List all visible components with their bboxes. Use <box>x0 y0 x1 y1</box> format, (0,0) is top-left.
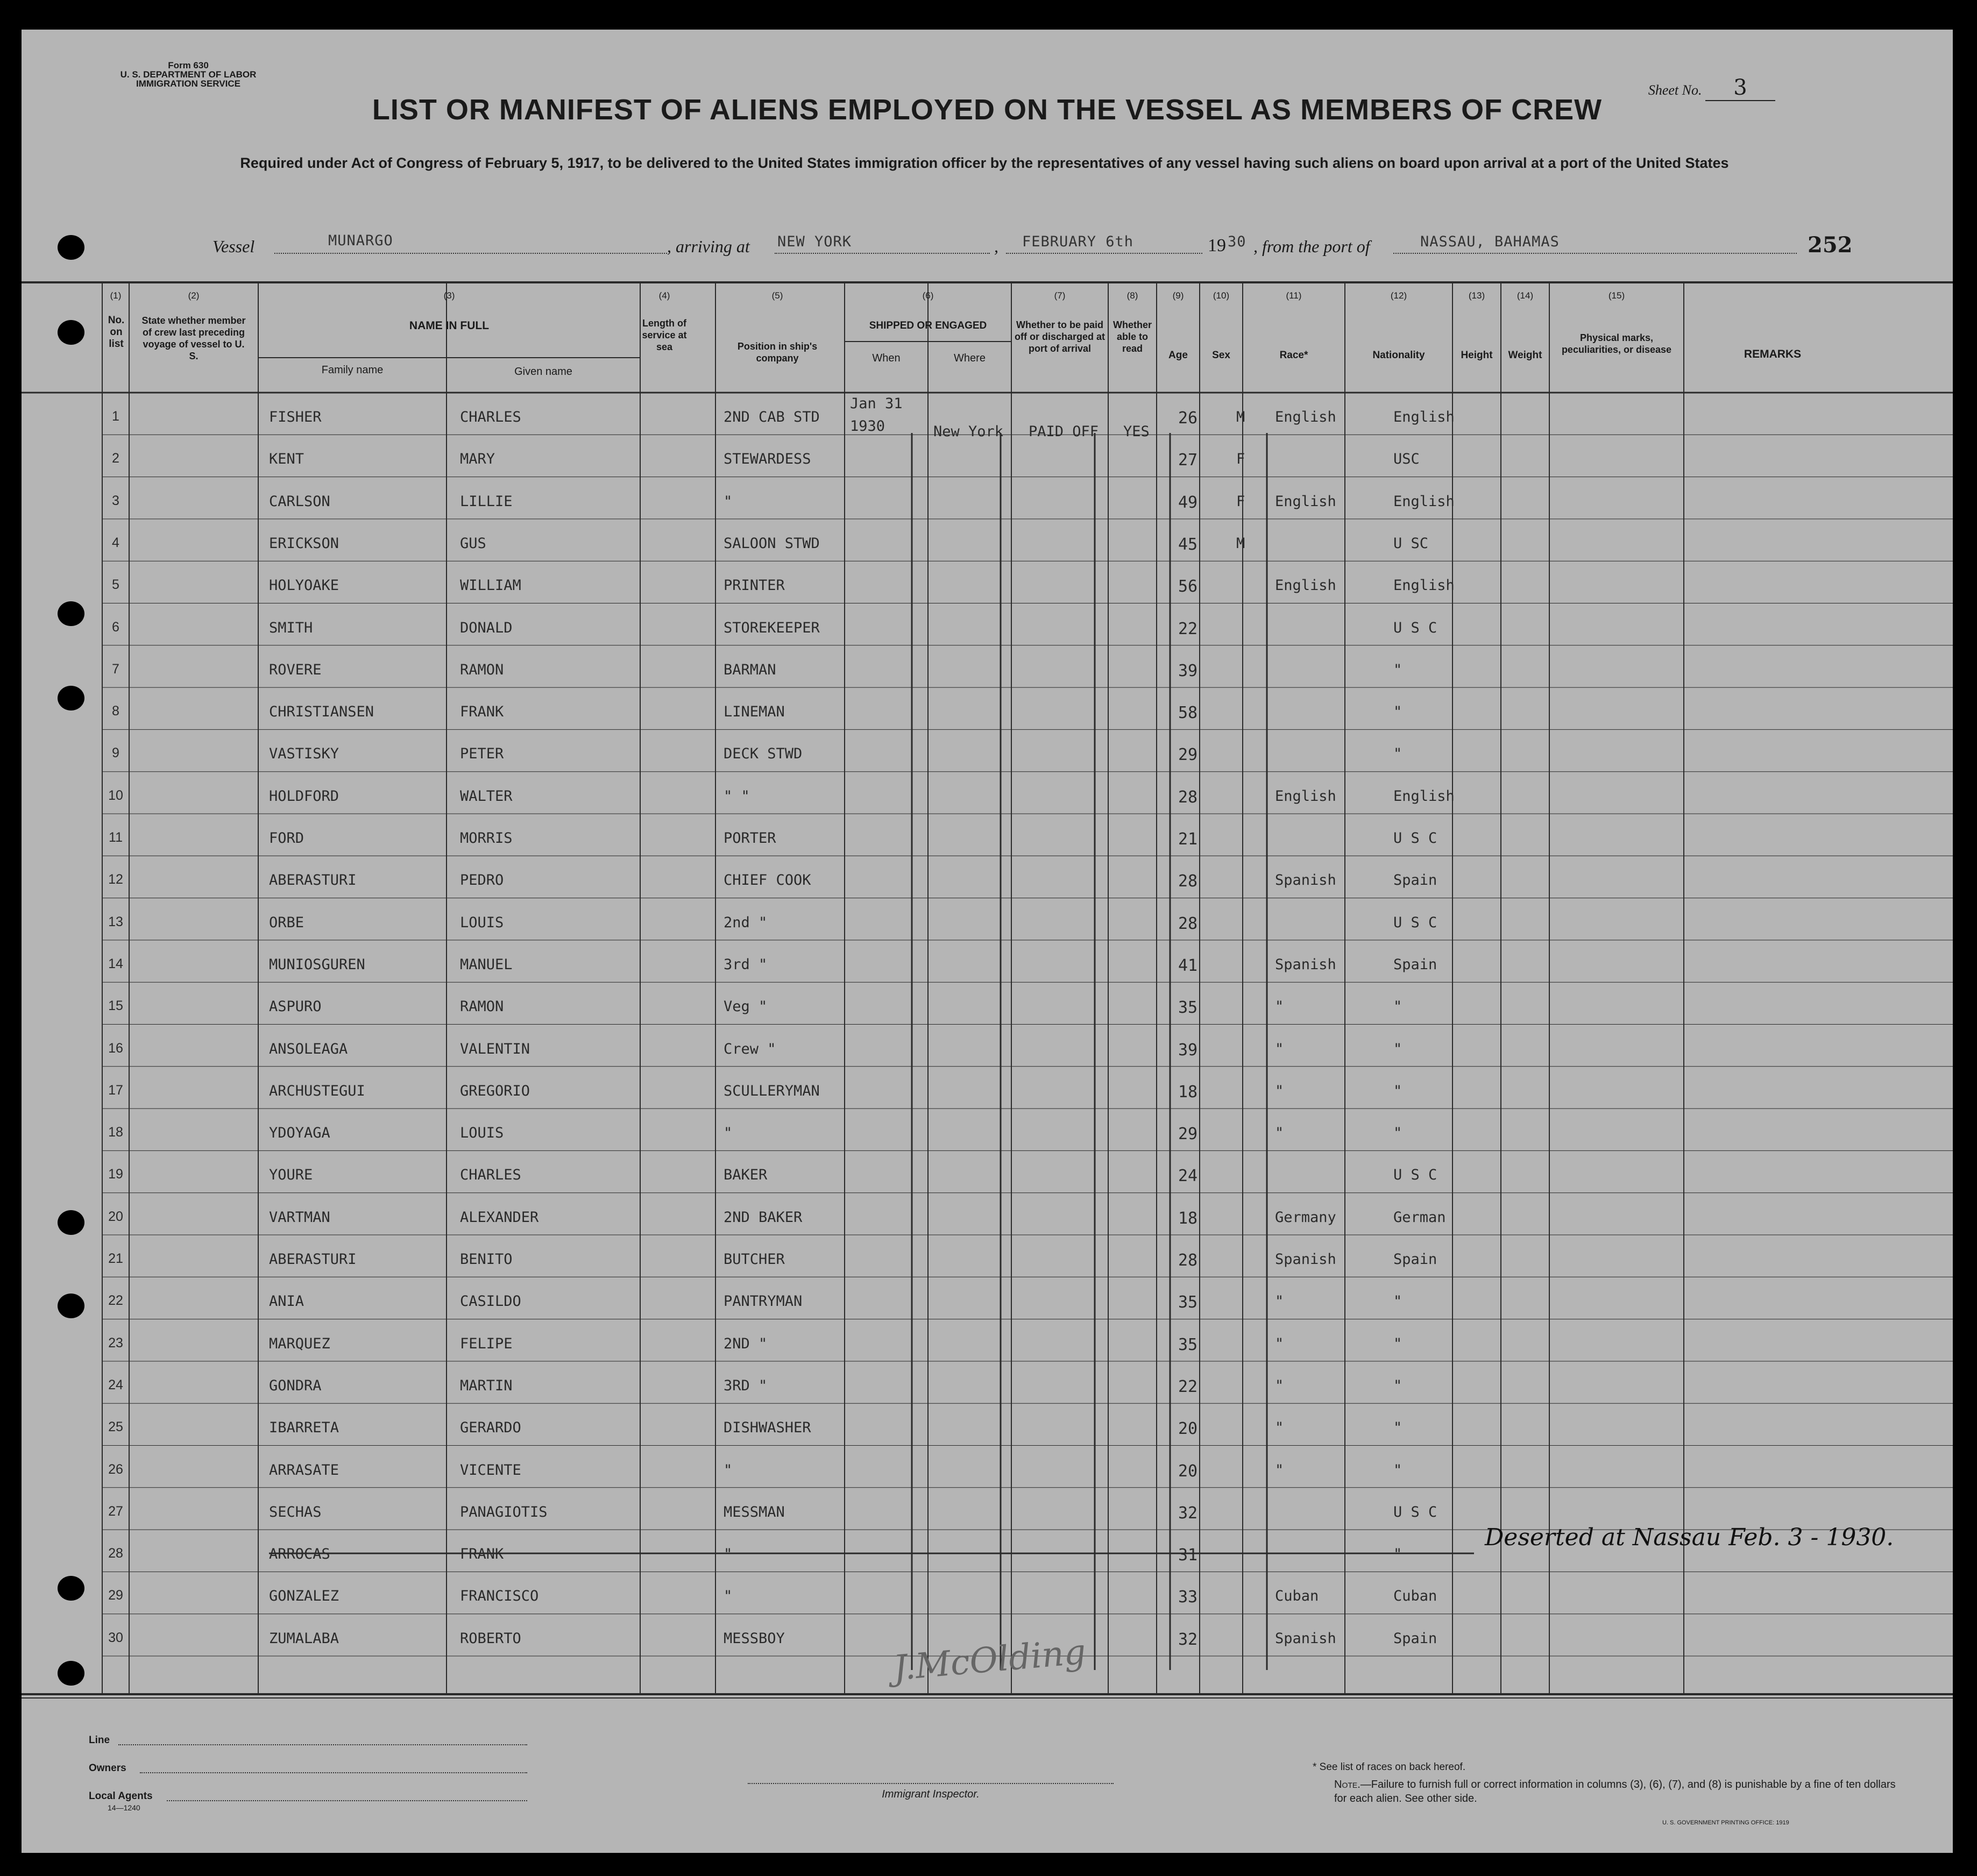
col9-header: Age <box>1168 350 1188 361</box>
cell-age: 29 <box>1178 1125 1198 1144</box>
cell-race: Cuban <box>1275 1588 1319 1605</box>
cell-given: FELIPE <box>460 1335 513 1352</box>
cell-race: Spanish <box>1275 1630 1336 1647</box>
cell-race: English <box>1275 493 1336 510</box>
footer-agents-label: Local Agents <box>89 1790 153 1802</box>
cell-age: 39 <box>1178 1040 1198 1060</box>
col8-header: Whether able to read <box>1113 319 1152 354</box>
cell-family: KENT <box>269 451 304 468</box>
cell-given: MANUEL <box>460 956 513 973</box>
given-name-header: Given name <box>514 366 572 378</box>
cell-family: MUNIOSGUREN <box>269 956 365 973</box>
cell-no: 21 <box>108 1251 123 1266</box>
cell-given: MARTIN <box>460 1377 513 1394</box>
cell-sex: F <box>1236 451 1245 468</box>
cell-age: 27 <box>1178 451 1198 470</box>
table-grid <box>22 250 1953 1713</box>
printing-office: U. S. GOVERNMENT PRINTING OFFICE: 1919 <box>1662 1820 1789 1826</box>
cell-given: VALENTIN <box>460 1040 530 1057</box>
shipped-when-month: Jan 31 <box>850 395 903 412</box>
cell-race: " <box>1275 1335 1284 1352</box>
cell-nationality: " <box>1393 1082 1402 1099</box>
cell-race: " <box>1275 1419 1284 1437</box>
col2-num: (2) <box>188 290 200 301</box>
cell-position: 3RD " <box>724 1377 768 1394</box>
col6-header: SHIPPED OR ENGAGED <box>869 320 987 331</box>
cell-given: GERARDO <box>460 1419 521 1437</box>
cell-family: ROVERE <box>269 661 322 678</box>
cell-family: SECHAS <box>269 1503 322 1520</box>
cell-nationality: " <box>1393 1377 1402 1394</box>
cell-nationality: " <box>1393 998 1402 1015</box>
footer-line-field <box>118 1744 527 1745</box>
cell-nationality: English <box>1393 493 1455 510</box>
manifest-sheet <box>22 30 1953 1853</box>
cell-nationality: " <box>1393 1419 1402 1437</box>
cell-family: ARROCAS <box>269 1546 330 1563</box>
cell-sex: M <box>1236 535 1245 552</box>
cell-nationality: U S C <box>1393 1503 1437 1520</box>
footer-line-label: Line <box>89 1735 110 1746</box>
cell-nationality: U S C <box>1393 830 1437 847</box>
cell-nationality: USC <box>1393 451 1420 468</box>
family-name-header: Family name <box>321 364 384 376</box>
cell-age: 49 <box>1178 493 1198 512</box>
cell-given: BENITO <box>460 1251 513 1268</box>
col11-num: (11) <box>1286 290 1302 301</box>
cell-race: " <box>1275 998 1284 1015</box>
col4-num: (4) <box>658 290 670 301</box>
punch-hole <box>58 320 84 345</box>
cell-position: MESSMAN <box>724 1503 785 1520</box>
cell-age: 20 <box>1178 1461 1198 1481</box>
footer-agents-field <box>167 1800 527 1801</box>
cell-given: ALEXANDER <box>460 1209 539 1226</box>
cell-family: ORBE <box>269 914 304 931</box>
races-note: * See list of races on back hereof. <box>1313 1761 1466 1773</box>
cell-age: 22 <box>1178 619 1198 638</box>
cell-given: LOUIS <box>460 1125 504 1142</box>
cell-position: BARMAN <box>724 661 776 678</box>
cell-family: VASTISKY <box>269 745 339 763</box>
cell-race: English <box>1275 577 1336 594</box>
punch-hole <box>58 1576 84 1601</box>
cell-position: 2ND BAKER <box>724 1209 803 1226</box>
col10-num: (10) <box>1213 290 1230 301</box>
cell-no: 23 <box>108 1335 123 1351</box>
cell-family: CARLSON <box>269 493 330 510</box>
cell-position: 2ND " <box>724 1335 768 1352</box>
col13-header: Height <box>1461 350 1493 361</box>
page-subtitle: Required under Act of Congress of February 5, 1917, to be delivered to the United States immigration officer by the representatives of any vessel having such aliens on board upon arrival at a port of the United States <box>240 155 1729 171</box>
cell-no: 2 <box>112 451 119 466</box>
cell-family: ARRASATE <box>269 1461 339 1479</box>
cell-given: PEDRO <box>460 872 504 889</box>
cell-position: PANTRYMAN <box>724 1293 803 1310</box>
cell-nationality: " <box>1393 1293 1402 1310</box>
cell-given: DONALD <box>460 619 513 636</box>
cell-age: 22 <box>1178 1377 1198 1396</box>
col9-num: (9) <box>1172 290 1184 301</box>
cell-given: PANAGIOTIS <box>460 1503 548 1520</box>
manifest-table <box>22 250 1953 1713</box>
cell-given: RAMON <box>460 998 504 1015</box>
cell-nationality: Cuban <box>1393 1588 1437 1605</box>
penalty-note <box>1334 1778 1899 1806</box>
cell-family: FORD <box>269 830 304 847</box>
paid-off-status: PAID OFF <box>1029 423 1099 440</box>
cell-age: 58 <box>1178 704 1198 723</box>
cell-position: PORTER <box>724 830 776 847</box>
cell-no: 13 <box>108 914 123 929</box>
punch-hole <box>58 1294 84 1318</box>
cell-no: 1 <box>112 409 119 424</box>
cell-given: LOUIS <box>460 914 504 931</box>
cell-given: LILLIE <box>460 493 513 510</box>
department-name: U. S. DEPARTMENT OF LABOR <box>120 69 257 80</box>
cell-position: " <box>724 1546 733 1563</box>
col1-header: No. on list <box>108 315 125 350</box>
cell-nationality: " <box>1393 745 1402 763</box>
cell-age: 21 <box>1178 830 1198 849</box>
cell-race: Germany <box>1275 1209 1336 1226</box>
cell-family: GONZALEZ <box>269 1588 339 1605</box>
page-title: LIST OR MANIFEST OF ALIENS EMPLOYED ON THE VESSEL AS MEMBERS OF CREW <box>372 94 1603 126</box>
cell-no: 20 <box>108 1209 123 1224</box>
cell-family: ARCHUSTEGUI <box>269 1082 365 1099</box>
cell-race: " <box>1275 1125 1284 1142</box>
shipped-when-year: 1930 <box>850 418 885 435</box>
cell-family: ERICKSON <box>269 535 339 552</box>
cell-no: 26 <box>108 1461 123 1477</box>
cell-given: GREGORIO <box>460 1082 530 1099</box>
cell-race: Spanish <box>1275 872 1336 889</box>
col3-header: NAME IN FULL <box>409 319 490 332</box>
cell-age: 39 <box>1178 661 1198 680</box>
cell-no: 18 <box>108 1125 123 1140</box>
cell-sex: F <box>1236 493 1245 510</box>
cell-family: SMITH <box>269 619 313 636</box>
cell-nationality: " <box>1393 1125 1402 1142</box>
cell-position: PRINTER <box>724 577 785 594</box>
cell-given: WILLIAM <box>460 577 521 594</box>
arriving-port: NEW YORK <box>777 233 852 250</box>
cell-family: ASPURO <box>269 998 322 1015</box>
cell-no: 3 <box>112 493 119 508</box>
punch-hole <box>58 601 84 626</box>
cell-age: 28 <box>1178 914 1198 933</box>
cell-given: MARY <box>460 451 495 468</box>
cell-race: Spanish <box>1275 1251 1336 1268</box>
cell-position: 2nd " <box>724 914 768 931</box>
footer-owners-label: Owners <box>89 1763 126 1774</box>
cell-nationality: English <box>1393 787 1455 805</box>
cell-nationality: U S C <box>1393 619 1437 636</box>
cell-given: FRANK <box>460 1546 504 1563</box>
cell-nationality: Spain <box>1393 1251 1437 1268</box>
cell-position: LINEMAN <box>724 704 785 721</box>
arriving-label: , arriving at <box>667 237 750 256</box>
cell-family: ABERASTURI <box>269 1251 357 1268</box>
cell-family: ABERASTURI <box>269 872 357 889</box>
cell-no: 14 <box>108 956 123 971</box>
cell-nationality: English <box>1393 577 1455 594</box>
cell-age: 18 <box>1178 1209 1198 1228</box>
cell-no: 27 <box>108 1503 123 1519</box>
col5-header: Position in ship's company <box>737 341 818 364</box>
cell-no: 16 <box>108 1040 123 1056</box>
punch-hole <box>58 1210 84 1235</box>
cell-age: 28 <box>1178 872 1198 891</box>
col6-num: (6) <box>922 290 934 301</box>
cell-age: 32 <box>1178 1503 1198 1523</box>
row-28-remark: Deserted at Nassau Feb. 3 - 1930. <box>1485 1524 1894 1551</box>
sheet-number-label: Sheet No. <box>1648 82 1702 98</box>
cell-race: English <box>1275 787 1336 805</box>
cell-age: 45 <box>1178 535 1198 554</box>
cell-age: 33 <box>1178 1588 1198 1607</box>
cell-position: 2ND CAB STD <box>724 409 820 425</box>
cell-given: FRANCISCO <box>460 1588 539 1605</box>
cell-no: 5 <box>112 577 119 593</box>
inspector-label: Immigrant Inspector. <box>882 1788 980 1800</box>
col11-header: Race* <box>1279 350 1308 361</box>
cell-family: ANIA <box>269 1293 304 1310</box>
cell-given: CHARLES <box>460 409 521 425</box>
cell-race: " <box>1275 1293 1284 1310</box>
cell-nationality: English <box>1393 409 1455 425</box>
cell-given: VICENTE <box>460 1461 521 1479</box>
cell-age: 28 <box>1178 1251 1198 1270</box>
manifest-number: 252 <box>1808 232 1853 258</box>
cell-no: 25 <box>108 1419 123 1435</box>
cell-race: Spanish <box>1275 956 1336 973</box>
form-number: Form 630 <box>168 60 209 70</box>
cell-race: " <box>1275 1082 1284 1099</box>
where-header: Where <box>954 352 986 364</box>
cell-age: 32 <box>1178 1630 1198 1649</box>
cell-given: WALTER <box>460 787 513 805</box>
col8-num: (8) <box>1126 290 1138 301</box>
col7-header: Whether to be paid off or discharged at port of arrival <box>1014 319 1106 354</box>
cell-position: SCULLERYMAN <box>724 1082 820 1099</box>
cell-family: YDOYAGA <box>269 1125 330 1142</box>
cell-age: 41 <box>1178 956 1198 975</box>
cell-age: 35 <box>1178 1335 1198 1354</box>
cell-position: " <box>724 1461 733 1479</box>
cell-age: 29 <box>1178 745 1198 765</box>
cell-no: 4 <box>112 535 119 550</box>
col15-header: Physical marks, peculiarities, or disease <box>1561 332 1672 355</box>
vessel-name: MUNARGO <box>328 232 393 249</box>
cell-position: Crew " <box>724 1040 776 1057</box>
cell-position: Veg " <box>724 998 768 1015</box>
cell-age: 35 <box>1178 1293 1198 1312</box>
cell-position: STOREKEEPER <box>724 619 820 636</box>
cell-nationality: " <box>1393 1461 1402 1479</box>
punch-hole <box>58 1661 84 1686</box>
cell-race: English <box>1275 409 1336 425</box>
cell-family: YOURE <box>269 1167 313 1184</box>
col14-header: Weight <box>1508 350 1542 361</box>
cell-position: MESSBOY <box>724 1630 785 1647</box>
cell-nationality: Spain <box>1393 1630 1437 1647</box>
col3-num: (3) <box>443 290 455 301</box>
cell-sex: M <box>1236 409 1245 425</box>
cell-given: FRANK <box>460 704 504 721</box>
cell-age: 35 <box>1178 998 1198 1018</box>
inspector-signature: J.McOlding <box>891 1632 1088 1689</box>
cell-given: MORRIS <box>460 830 513 847</box>
remarks-header: REMARKS <box>1744 348 1802 360</box>
col12-header: Nationality <box>1372 350 1425 361</box>
col12-num: (12) <box>1390 290 1407 301</box>
cell-age: 24 <box>1178 1167 1198 1186</box>
cell-no: 9 <box>112 745 119 761</box>
cell-no: 12 <box>108 872 123 887</box>
cell-family: ANSOLEAGA <box>269 1040 348 1057</box>
note-label: Note. <box>1334 1779 1360 1790</box>
cell-age: 31 <box>1178 1546 1198 1565</box>
cell-nationality: U S C <box>1393 1167 1437 1184</box>
cell-no: 10 <box>108 787 123 803</box>
cell-family: VARTMAN <box>269 1209 330 1226</box>
year-prefix: 19 <box>1208 236 1226 255</box>
col13-num: (13) <box>1468 290 1485 301</box>
from-port: NASSAU, BAHAMAS <box>1420 233 1560 250</box>
cell-age: 18 <box>1178 1082 1198 1102</box>
cell-no: 29 <box>108 1588 123 1603</box>
cell-nationality: U SC <box>1393 535 1429 552</box>
cell-given: CHARLES <box>460 1167 521 1184</box>
cell-position: SALOON STWD <box>724 535 820 552</box>
col10-header: Sex <box>1212 350 1230 361</box>
from-port-label: , from the port of <box>1253 237 1370 256</box>
cell-no: 22 <box>108 1293 123 1309</box>
comma-separator: , <box>994 237 998 256</box>
cell-nationality: U S C <box>1393 914 1437 931</box>
cell-family: CHRISTIANSEN <box>269 704 374 721</box>
note-text: —Failure to furnish full or correct information in columns (3), (6), (7), and (8) is punishable by a fine of ten dollars for each alien. See other side. <box>1334 1779 1896 1804</box>
cell-no: 24 <box>108 1377 123 1392</box>
cell-race: " <box>1275 1377 1284 1394</box>
cell-age: 26 <box>1178 409 1198 428</box>
col4-header: Length of service at sea <box>642 318 687 352</box>
cell-given: GUS <box>460 535 486 552</box>
punch-hole <box>58 686 84 710</box>
cell-given: ROBERTO <box>460 1630 521 1647</box>
col5-num: (5) <box>771 290 783 301</box>
cell-position: " <box>724 1588 733 1605</box>
cell-family: IBARRETA <box>269 1419 339 1437</box>
cell-given: PETER <box>460 745 504 763</box>
cell-position: CHIEF COOK <box>724 872 811 889</box>
col1-num: (1) <box>110 290 122 301</box>
cell-nationality: " <box>1393 704 1402 721</box>
cell-position: DISHWASHER <box>724 1419 811 1437</box>
col7-num: (7) <box>1054 290 1066 301</box>
cell-position: " <box>724 1125 733 1142</box>
vessel-label: Vessel <box>212 237 255 256</box>
punch-hole <box>58 235 84 260</box>
cell-no: 8 <box>112 704 119 719</box>
cell-race: " <box>1275 1040 1284 1057</box>
cell-no: 30 <box>108 1630 123 1645</box>
cell-no: 17 <box>108 1082 123 1098</box>
cell-given: CASILDO <box>460 1293 521 1310</box>
col2-header: State whether member of crew last preceding voyage of vessel to U. S. <box>141 315 246 361</box>
cell-nationality: Spain <box>1393 956 1437 973</box>
cell-nationality: " <box>1393 661 1402 678</box>
sheet-number-value: 3 <box>1705 75 1775 101</box>
cell-position: 3rd " <box>724 956 768 973</box>
cell-nationality: " <box>1393 1546 1402 1563</box>
cell-position: BUTCHER <box>724 1251 785 1268</box>
cell-race: " <box>1275 1461 1284 1479</box>
cell-age: 28 <box>1178 787 1198 807</box>
cell-no: 6 <box>112 619 119 635</box>
cell-position: " " <box>724 787 750 805</box>
cell-position: STEWARDESS <box>724 451 811 468</box>
cell-age: 56 <box>1178 577 1198 596</box>
cell-family: ZUMALABA <box>269 1630 339 1647</box>
footer-form-code: 14—1240 <box>108 1803 140 1812</box>
year-suffix: 30 <box>1228 233 1246 250</box>
cell-family: HOLYOAKE <box>269 577 339 594</box>
service-name: IMMIGRATION SERVICE <box>136 79 240 89</box>
cell-family: HOLDFORD <box>269 787 339 805</box>
cell-position: DECK STWD <box>724 745 803 763</box>
cell-no: 28 <box>108 1546 123 1561</box>
cell-position: " <box>724 493 733 510</box>
cell-position: BAKER <box>724 1167 768 1184</box>
cell-no: 7 <box>112 661 119 677</box>
cell-nationality: German <box>1393 1209 1446 1226</box>
able-to-read: YES <box>1123 423 1150 440</box>
cell-no: 19 <box>108 1167 123 1182</box>
cell-family: MARQUEZ <box>269 1335 330 1352</box>
col14-num: (14) <box>1517 290 1534 301</box>
cell-nationality: " <box>1393 1335 1402 1352</box>
cell-no: 15 <box>108 998 123 1014</box>
when-header: When <box>872 352 901 364</box>
inspector-field <box>748 1783 1114 1784</box>
cell-given: RAMON <box>460 661 504 678</box>
arrival-date: FEBRUARY 6th <box>1022 233 1134 250</box>
col15-num: (15) <box>1608 290 1625 301</box>
cell-nationality: " <box>1393 1040 1402 1057</box>
footer-owners-field <box>140 1772 527 1773</box>
form-identifier <box>102 61 274 88</box>
cell-no: 11 <box>109 830 123 845</box>
shipped-where: New York <box>933 423 1004 440</box>
cell-family: GONDRA <box>269 1377 322 1394</box>
cell-nationality: Spain <box>1393 872 1437 889</box>
cell-age: 20 <box>1178 1419 1198 1439</box>
cell-family: FISHER <box>269 409 322 425</box>
